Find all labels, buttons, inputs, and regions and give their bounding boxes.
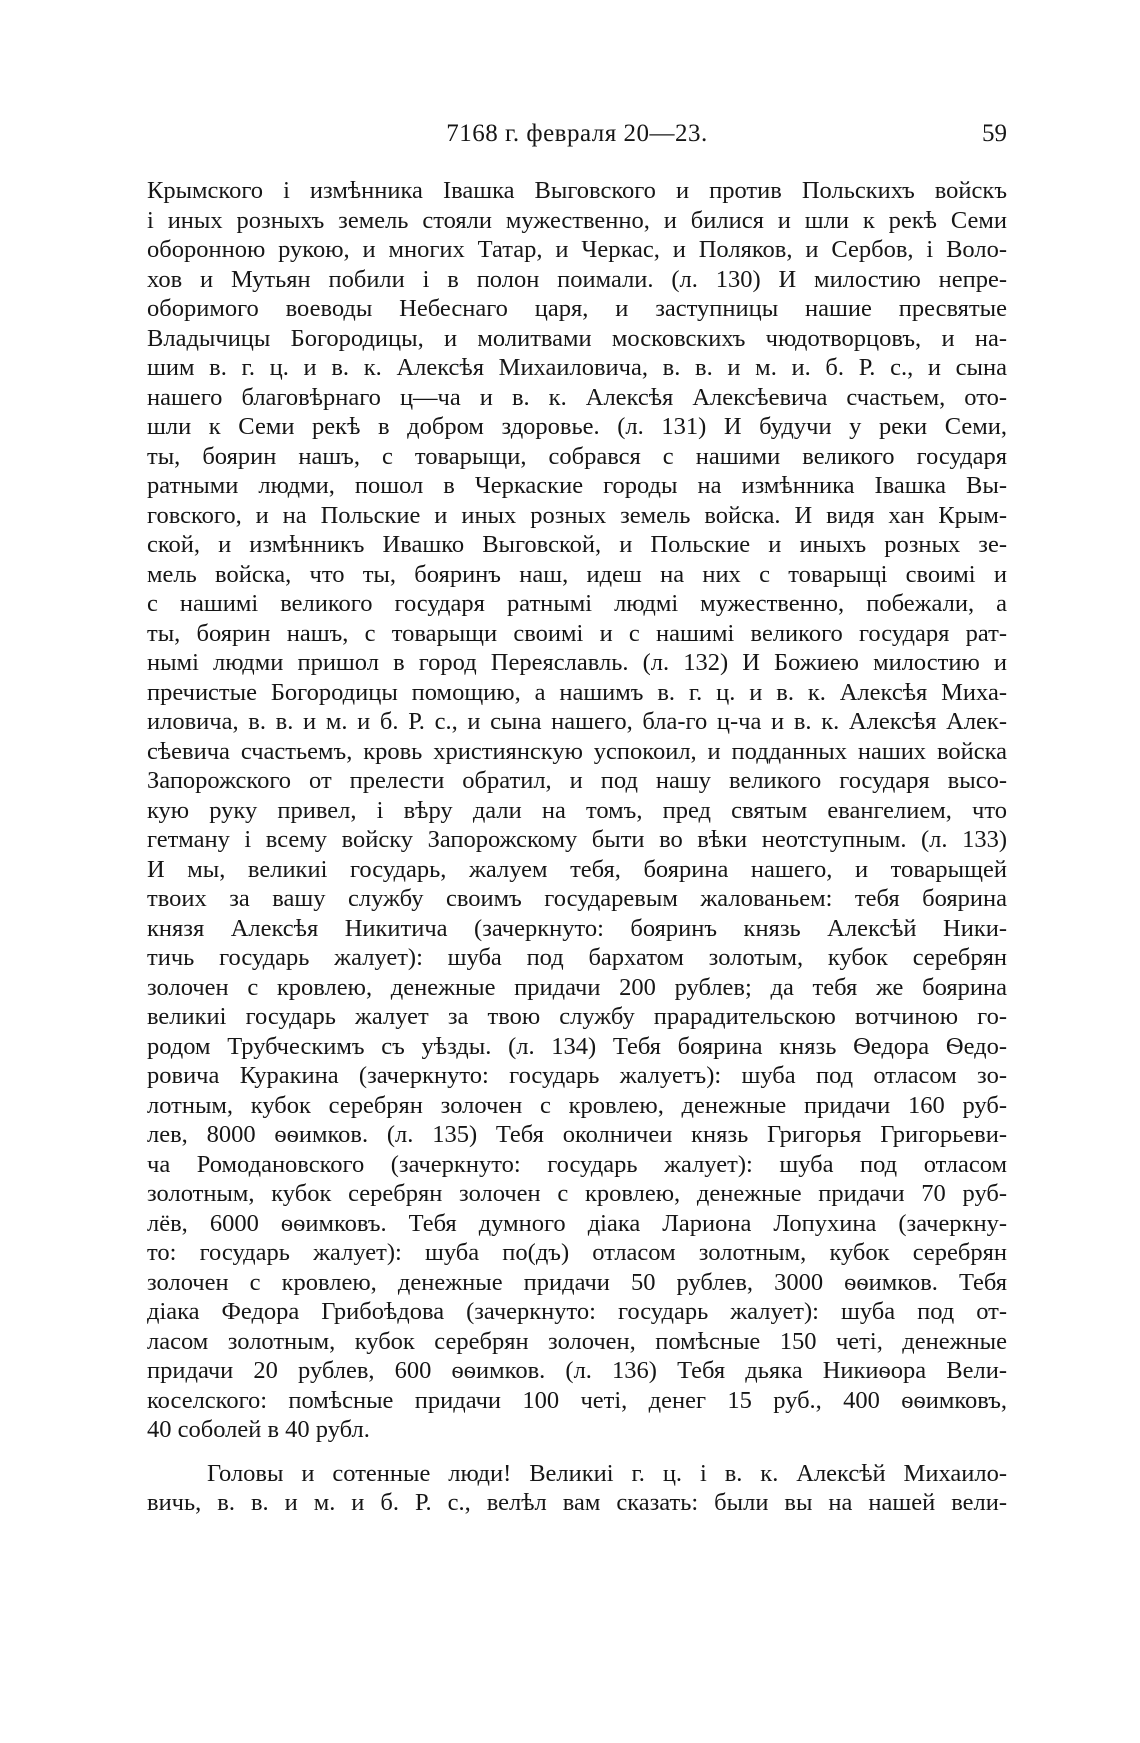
- page-number: 59: [982, 120, 1007, 147]
- text-line: мель войска, что ты, бояринъ наш, идеш на них с товарыщі своимі и: [147, 560, 1007, 588]
- text-line: великиі государь жалует за твою службу прарадительскою вотчиною го-: [147, 1003, 1007, 1030]
- text-line: родом Трубческимъ съ уѣзды. (л. 134) Тебя боярина князь Ѳедора Ѳедо-: [147, 1032, 1007, 1060]
- text-line: ратными людми, пошол в Черкаские городы на измѣнника Івашка Вы-: [147, 472, 1007, 499]
- text-line: с нашимі великого государя ратнымі людмі мужественно, побежали, а: [147, 590, 1007, 617]
- text-line: сѣевича счастьемъ, кровь християнскую успокоил, и подданных наших войска: [147, 737, 1007, 765]
- text-line: золочен с кровлею, денежные придачи 200 рублев; да тебя же боярина: [147, 973, 1007, 1001]
- text-line: оборонною рукою, и многих Татар, и Черкас, и Поляков, и Сербов, і Воло-: [147, 236, 1007, 263]
- text-line: ча Ромодановского (зачеркнуто: государь жалует): шуба под отласом: [147, 1150, 1007, 1178]
- text-line: лёв, 6000 ѳѳимковъ. Тебя думного діака Лариона Лопухина (зачеркну-: [147, 1209, 1007, 1237]
- text-line: пречистые Богородицы помощию, а нашимъ в. г. ц. и в. к. Алексѣя Миха-: [147, 678, 1007, 706]
- text-line: Запорожского от прелести обратил, и под нашу великого государя высо-: [147, 767, 1007, 794]
- text-line: гетману і всему войску Запорожскому быти во вѣки неотступным. (л. 133): [147, 826, 1007, 853]
- text-line: кую руку привел, і вѣру дали на томъ, пред святым евангелием, что: [147, 796, 1007, 824]
- text-line: хов и Мутьян побили і в полон поимали. (л. 130) И милостию непре-: [147, 265, 1007, 293]
- text-line: то: государь жалует): шуба по(дъ) отласом золотным, кубок серебрян: [147, 1239, 1007, 1266]
- text-line: ты, боярин нашъ, с товарыщи своимі и с нашимі великого государя рат-: [147, 619, 1007, 647]
- text-line: твоих за вашу службу своимъ государевым жалованьем: тебя боярина: [147, 885, 1007, 912]
- body-text: [147, 176, 1007, 1518]
- text-line: иловича, в. в. и м. и б. Р. с., и сына нашего, бла-го ц-ча и в. к. Алексѣя Алек-: [147, 708, 1007, 735]
- text-line: шим в. г. ц. и в. к. Алексѣя Михаиловича, в. в. и м. и. б. Р. с., и сына: [147, 354, 1007, 381]
- text-line: ровича Куракина (зачеркнуто: государь жалуетъ): шуба под отласом зо-: [147, 1062, 1007, 1089]
- text-line: коселского: помѣсные придачи 100 четі, денег 15 руб., 400 ѳѳимковъ,: [147, 1386, 1007, 1414]
- text-line: нымі людми пришол в город Переяславль. (л. 132) И Божиею милостию и: [147, 649, 1007, 676]
- text-line: тичь государь жалует): шуба под бархатом золотым, кубок серебрян: [147, 944, 1007, 971]
- page-header: [147, 120, 1007, 160]
- text-line: вичь, в. в. и м. и б. Р. с., велѣл вам сказать: были вы на нашей вели-: [147, 1489, 1007, 1516]
- text-line: придачи 20 рублев, 600 ѳѳимков. (л. 136) Тебя дьяка Никиѳора Вели-: [147, 1357, 1007, 1384]
- text-line: 40 соболей в 40 рубл.: [147, 1416, 370, 1443]
- paragraph-gap: [147, 1445, 1007, 1459]
- paragraph: [147, 176, 1007, 1445]
- text-line: золочен с кровлею, денежные придачи 50 рублев, 3000 ѳѳимков. Тебя: [147, 1268, 1007, 1296]
- text-line: і иных розныхъ земель стояли мужественно, и билися и шли к рекѣ Семи: [147, 206, 1007, 234]
- text-line: нашего благовѣрнаго ц—ча и в. к. Алексѣя Алексѣевича счастьем, ото-: [147, 383, 1007, 411]
- text-line: ты, боярин нашъ, с товарыщи, собрався с нашими великого государя: [147, 442, 1007, 470]
- text-line: И мы, великиі государь, жалуем тебя, боярина нашего, и товарыщей: [147, 855, 1007, 883]
- text-line: князя Алексѣя Никитича (зачеркнуто: бояринъ князь Алексѣй Ники-: [147, 914, 1007, 942]
- running-title: 7168 г. февраля 20—23.: [446, 120, 708, 147]
- text-line: ласом золотным, кубок серебрян золочен, помѣсные 150 четі, денежные: [147, 1327, 1007, 1355]
- text-line: Владычицы Богородицы, и молитвами московскихъ чюдотворцовъ, и на-: [147, 324, 1007, 352]
- text-line: діака Федора Грибоѣдова (зачеркнуто: государь жалует): шуба под от-: [147, 1298, 1007, 1325]
- text-line: лев, 8000 ѳѳимков. (л. 135) Тебя околничеи князь Григорья Григорьеви-: [147, 1121, 1007, 1148]
- text-line: золотным, кубок серебрян золочен с кровлею, денежные придачи 70 руб-: [147, 1180, 1007, 1207]
- text-line: шли к Семи рекѣ в добром здоровье. (л. 131) И будучи у реки Семи,: [147, 413, 1007, 440]
- text-line: оборимого воеводы Небеснаго царя, и заступницы нашие пресвятые: [147, 295, 1007, 322]
- paragraph: [147, 1459, 1007, 1518]
- text-line: Головы и сотенные люди! Великиі г. ц. і в. к. Алексѣй Михаило-: [207, 1459, 1007, 1487]
- text-line: ской, и измѣнникъ Ивашко Выговской, и Польские и иныхъ розных зе-: [147, 531, 1007, 558]
- text-line: Крымского і измѣнника Івашка Выговского и против Польскихъ войскъ: [147, 177, 1007, 204]
- text-line: говского, и на Польские и иных розных земель войска. И видя хан Крым-: [147, 501, 1007, 529]
- text-line: лотным, кубок серебрян золочен с кровлею, денежные придачи 160 руб-: [147, 1091, 1007, 1119]
